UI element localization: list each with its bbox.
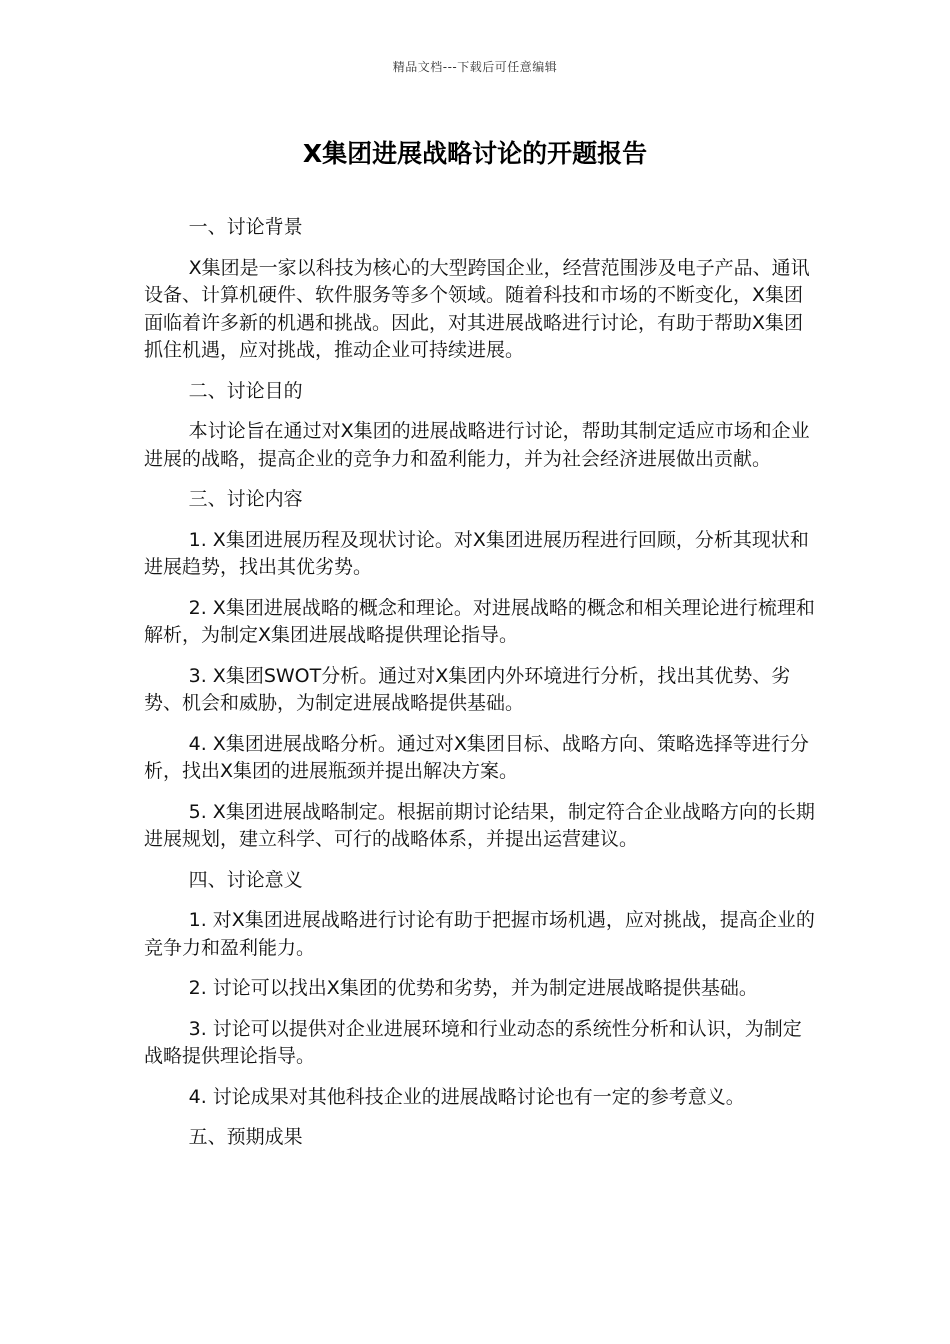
significance-item-1: 1. 对X集团进展战略进行讨论有助于把握市场机遇，应对挑战，提高企业的竞争力和盈利能力。: [144, 909, 815, 959]
section-heading-background: 一、讨论背景: [188, 216, 303, 238]
content-item-3: 3. X集团SWOT分析。通过对X集团内外环境进行分析，找出其优势、劣势、机会和威胁，为制定进展战略提供基础。: [144, 664, 791, 714]
section-heading-expected-results: 五、预期成果: [188, 1126, 303, 1148]
significance-item-3: 3. 讨论可以提供对企业进展环境和行业动态的系统性分析和认识，为制定战略提供理论指导。: [144, 1017, 802, 1067]
document-body: [144, 214, 816, 1165]
section-heading-content: 三、讨论内容: [188, 488, 303, 510]
header-note: 精品文档---下载后可任意编辑: [392, 60, 558, 74]
content-item-1: 1. X集团进展历程及现状讨论。对X集团进展历程进行回顾，分析其现状和进展趋势，找出其优劣势。: [144, 528, 809, 578]
content-item-4: 4. X集团进展战略分析。通过对X集团目标、战略方向、策略选择等进行分析，找出X集团的进展瓶颈并提出解决方案。: [144, 732, 809, 782]
significance-item-2: 2. 讨论可以找出X集团的优势和劣势，并为制定进展战略提供基础。: [188, 977, 758, 999]
paragraph-purpose: 本讨论旨在通过对X集团的进展战略进行讨论，帮助其制定适应市场和企业进展的战略，提高企业的竞争力和盈利能力，并为社会经济进展做出贡献。: [144, 420, 810, 470]
significance-item-4: 4. 讨论成果对其他科技企业的进展战略讨论也有一定的参考意义。: [188, 1085, 745, 1108]
content-item-2: 2. X集团进展战略的概念和理论。对进展战略的概念和相关理论进行梳理和解析，为制定X集团进展战略提供理论指导。: [144, 596, 815, 646]
content-item-5: 5. X集团进展战略制定。根据前期讨论结果，制定符合企业战略方向的长期进展规划，建立科学、可行的战略体系，并提出运营建议。: [144, 800, 815, 850]
document-title: X集团进展战略讨论的开题报告: [302, 139, 648, 168]
section-heading-purpose: 二、讨论目的: [188, 379, 303, 402]
paragraph-background: X集团是一家以科技为核心的大型跨国企业，经营范围涉及电子产品、通讯设备、计算机硬件、软件服务等多个领域。随着科技和市场的不断变化，X集团面临着许多新的机遇和挑战。因此，对其进展战略进行讨论，有助于帮助X集团抓住机遇，应对挑战，推动企业可持续进展。: [144, 256, 810, 361]
section-heading-significance: 四、讨论意义: [188, 868, 303, 891]
